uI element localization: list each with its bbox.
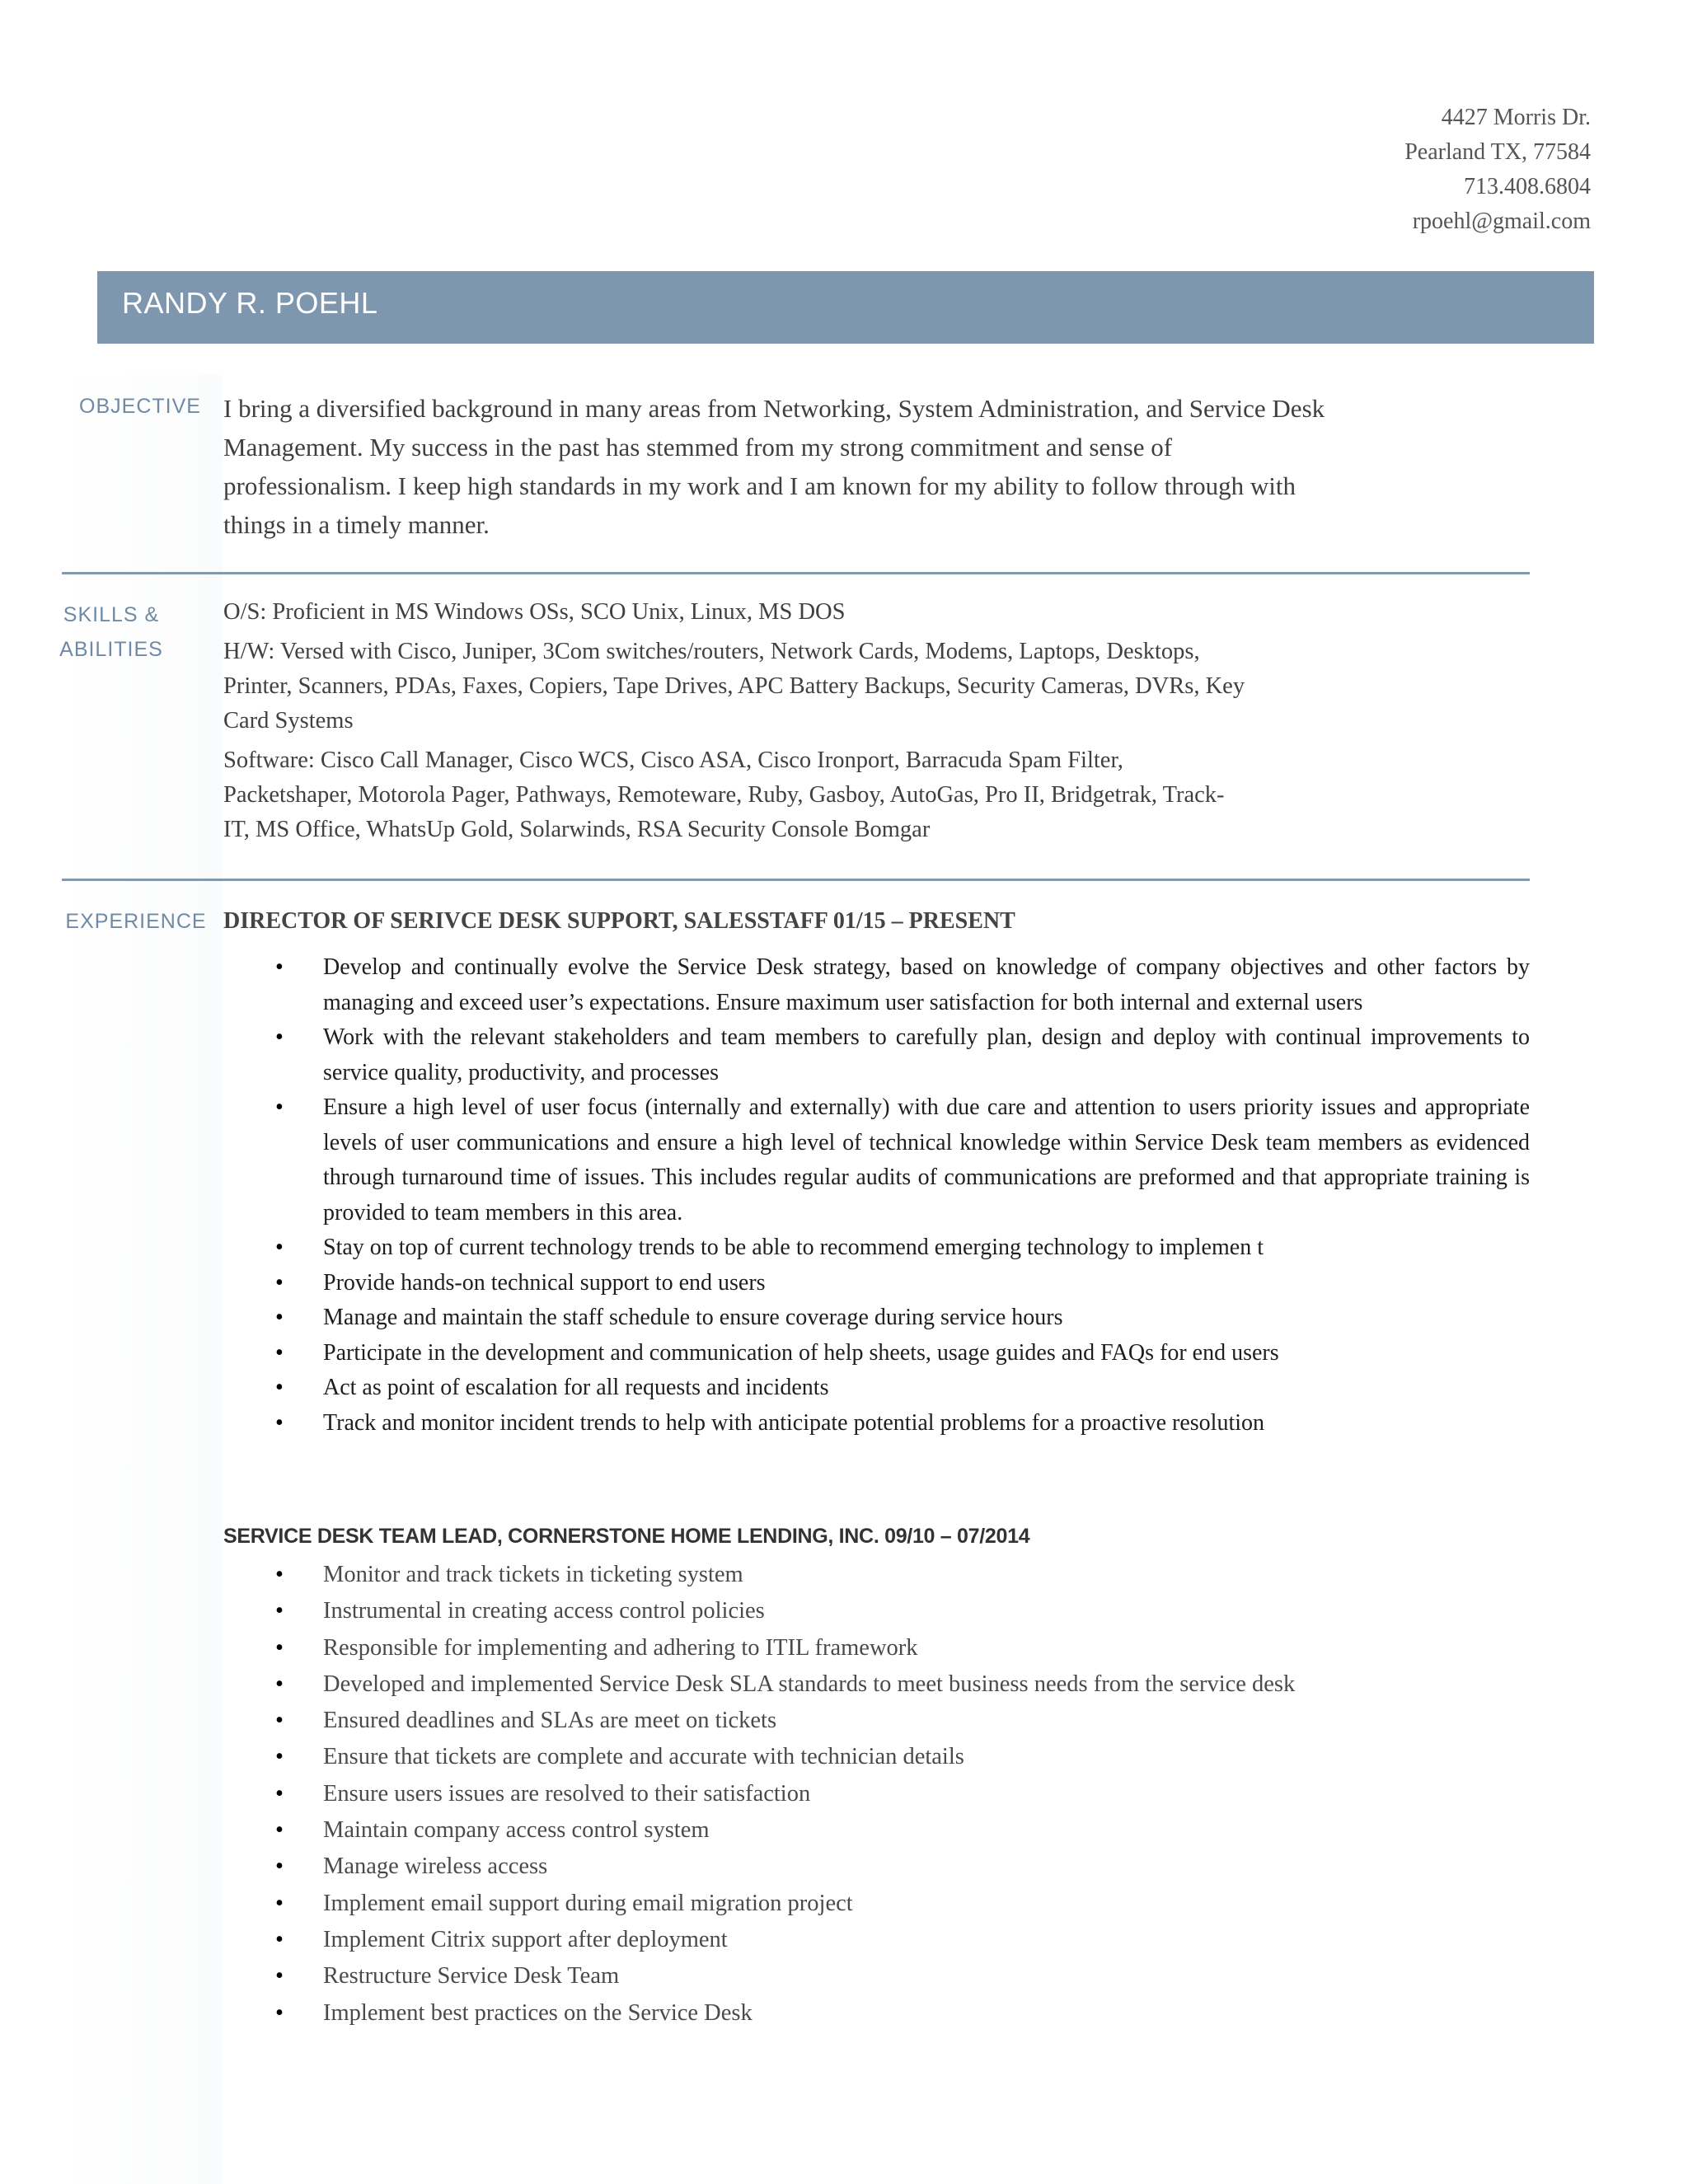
list-item: • Monitor and track tickets in ticketing system [223, 1557, 1530, 1593]
skills-hw-line: Printer, Scanners, PDAs, Faxes, Copiers, Tape Drives, APC Battery Backups, Security Cameras, DVRs, Key [223, 673, 1245, 699]
skills-hw-line: H/W: Versed with Cisco, Juniper, 3Com switches/routers, Network Cards, Modems, Laptops, Desktops, [223, 639, 1200, 664]
list-item: • Track and monitor incident trends to help with anticipate potential problems for a proactive resolution [223, 1406, 1530, 1441]
list-item: • Ensure a high level of user focus (internally and externally) with due care and attention to users priority issues and appropriate levels of user communications and ensure a high level of technical knowledge within Service Desk team members as evidenced through turnaround time of issues. This includes regular audits of communications are preformed and that appropriate training is provided to team members in this area. [223, 1090, 1530, 1230]
list-item: • Ensure that tickets are complete and accurate with technician details [223, 1739, 1530, 1775]
skills-label [49, 598, 173, 667]
list-item: • Ensure users issues are resolved to their satisfaction [223, 1776, 1530, 1812]
skills-software-line: IT, MS Office, WhatsUp Gold, Solarwinds, RSA Security Console Bomgar [223, 817, 931, 842]
job-bullets [223, 950, 1530, 1441]
list-item: • Implement Citrix support after deployment [223, 1922, 1530, 1958]
list-item: • Stay on top of current technology trends to be able to recommend emerging technology to implemen t [223, 1230, 1530, 1266]
job-bullets [223, 1557, 1530, 2032]
list-item: • Develop and continually evolve the Service Desk strategy, based on knowledge of company objectives and other factors by managing and exceed user’s expectations. Ensure maximum user satisfaction for both internal and external users [223, 950, 1530, 1020]
divider [62, 572, 1530, 574]
contact-block [1404, 101, 1591, 239]
list-item: • Provide hands-on technical support to end users [223, 1266, 1530, 1301]
contact-street: 4427 Morris Dr. [1441, 105, 1591, 130]
skills-os: O/S: Proficient in MS Windows OSs, SCO Unix, Linux, MS DOS [223, 599, 846, 625]
job-entry [223, 904, 1530, 1441]
list-item: • Implement email support during email migration project [223, 1886, 1530, 1922]
objective-label: OBJECTIVE [79, 395, 201, 418]
job-title: DIRECTOR OF SERIVCE DESK SUPPORT, SALESSTAFF 01/15 – PRESENT [223, 908, 1015, 934]
divider [62, 879, 1530, 881]
list-item: • Maintain company access control system [223, 1812, 1530, 1849]
name-banner [97, 271, 1594, 344]
job-title: SERVICE DESK TEAM LEAD, CORNERSTONE HOME LENDING, INC. 09/10 – 07/2014 [223, 1525, 1030, 1548]
contact-email: rpoehl@gmail.com [1412, 209, 1591, 234]
list-item: • Manage wireless access [223, 1849, 1530, 1885]
experience-label: EXPERIENCE [65, 910, 207, 933]
list-item: • Responsible for implementing and adhering to ITIL framework [223, 1630, 1530, 1666]
list-item: • Developed and implemented Service Desk SLA standards to meet business needs from the service desk [223, 1666, 1530, 1703]
list-item: • Work with the relevant stakeholders and team members to carefully plan, design and deploy with continual improvements to service quality, productivity, and processes [223, 1020, 1530, 1090]
list-item: • Restructure Service Desk Team [223, 1958, 1530, 1994]
objective-text: I bring a diversified background in many areas from Networking, System Administration, and Service Desk Management. My success in the past has stemmed from my strong commitment and sense of professionalism. I keep high standards in my work and I am known for my ability to follow through with things in a timely manner. [223, 394, 1325, 539]
job-entry [223, 1521, 1530, 2032]
contact-phone: 713.408.6804 [1464, 174, 1591, 199]
candidate-name: RANDY R. POEHL [122, 286, 378, 320]
skills-software-line: Packetshaper, Motorola Pager, Pathways, Remoteware, Ruby, Gasboy, AutoGas, Pro II, Bridgetrak, Track- [223, 782, 1225, 808]
list-item: • Instrumental in creating access control policies [223, 1593, 1530, 1629]
skills-software-line: Software: Cisco Call Manager, Cisco WCS, Cisco ASA, Cisco Ironport, Barracuda Spam Filter, [223, 748, 1123, 773]
list-item: • Manage and maintain the staff schedule to ensure coverage during service hours [223, 1301, 1530, 1336]
skills-section [223, 595, 1530, 847]
list-item: • Implement best practices on the Service Desk [223, 1995, 1530, 2032]
skills-label-line: ABILITIES [59, 638, 163, 661]
list-item: • Participate in the development and communication of help sheets, usage guides and FAQs for end users [223, 1336, 1530, 1371]
list-item: • Act as point of escalation for all requests and incidents [223, 1371, 1530, 1406]
skills-hw-line: Card Systems [223, 708, 354, 733]
list-item: • Ensured deadlines and SLAs are meet on tickets [223, 1703, 1530, 1739]
skills-label-line: SKILLS & [63, 603, 160, 626]
contact-city: Pearland TX, 77584 [1404, 139, 1591, 165]
